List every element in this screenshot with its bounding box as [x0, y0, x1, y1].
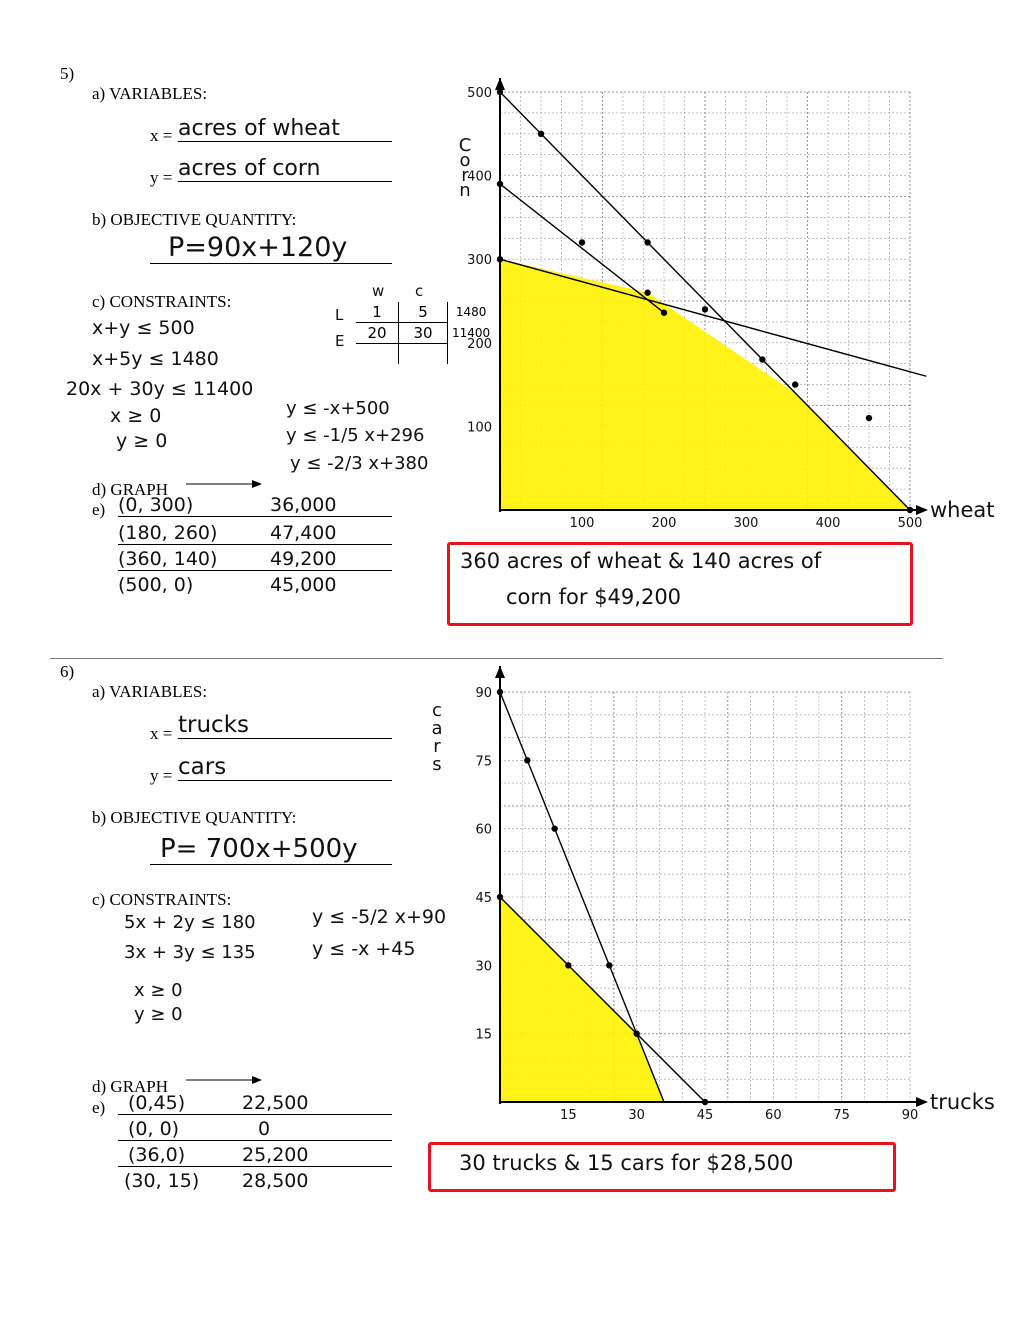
y-tick-label: 15	[475, 1027, 492, 1043]
y-tick-label: 500	[467, 86, 492, 101]
answer-line-2: corn for $49,200	[506, 585, 682, 609]
y-axis-title	[428, 702, 446, 774]
constraint-2: 3x + 3y ≤ 135	[124, 942, 256, 963]
vertex-value: 28,500	[242, 1170, 309, 1192]
x-tick-label: 15	[560, 1108, 577, 1123]
objective-function: P=90x+120y	[150, 232, 392, 264]
x-axis-title: trucks	[930, 1090, 995, 1114]
y-tick-label: 60	[475, 822, 492, 838]
y-tick-label: 90	[475, 686, 492, 701]
vertex-value: 47,400	[270, 522, 337, 544]
constraint-4: y ≥ 0	[134, 1004, 183, 1025]
vertex-point: (180, 260)	[118, 522, 218, 544]
slope-form-2: y ≤ -1/5 x+296	[286, 425, 425, 446]
x-tick-label: 45	[696, 1108, 714, 1123]
constraint-1: 5x + 2y ≤ 180	[124, 912, 256, 933]
graph-wheat-corn	[440, 76, 1010, 536]
x-tick-label: 300	[733, 516, 759, 531]
answer-line-1: 360 acres of wheat & 140 acres of	[460, 549, 822, 573]
plotted-point	[866, 415, 872, 421]
y-axis-letter: o	[459, 150, 471, 171]
vertex-row	[118, 1170, 392, 1192]
vertex-point: (0, 0)	[128, 1118, 180, 1140]
table-cell-l-total: 1480	[455, 305, 487, 320]
plotted-point	[565, 962, 571, 968]
objective-heading: b) OBJECTIVE QUANTITY:	[92, 210, 297, 229]
slope-form-2: y ≤ -x +45	[312, 938, 416, 960]
plotted-point	[538, 131, 544, 137]
constraint-1: x+y ≤ 500	[92, 317, 195, 339]
answer-box	[428, 1142, 896, 1192]
table-cell-l-c: 5	[399, 302, 448, 323]
plotted-point	[579, 239, 585, 245]
answer-box	[447, 542, 913, 626]
plotted-point	[661, 310, 667, 316]
x-tick-label: 500	[897, 516, 923, 531]
constraints-heading: c) CONSTRAINTS:	[92, 890, 232, 909]
slope-form-3: y ≤ -2/3 x+380	[290, 453, 429, 474]
x-tick-label: 400	[815, 516, 841, 531]
x-tick-label: 200	[651, 516, 677, 531]
objective-function: P= 700x+500y	[150, 834, 392, 865]
y-tick-label: 75	[475, 754, 492, 770]
objective-heading: b) OBJECTIVE QUANTITY:	[92, 808, 297, 827]
x-label: x =	[150, 724, 173, 743]
table-cell-e-w: 20	[356, 323, 399, 344]
x-label: x =	[150, 126, 173, 145]
table-row-e: E	[335, 332, 345, 350]
table-col-c: c	[415, 282, 424, 300]
y-axis-arrow-icon	[495, 666, 505, 678]
vertex-value: 36,000	[270, 494, 337, 516]
vertex-row	[118, 522, 392, 545]
x-tick-label: 90	[901, 1108, 919, 1123]
constraint-5: y ≥ 0	[116, 430, 168, 452]
problem-6-number: 6)	[60, 662, 75, 681]
vertex-point: (30, 15)	[124, 1170, 200, 1192]
feasible-region	[500, 897, 664, 1102]
constraint-3: 20x + 30y ≤ 11400	[66, 378, 254, 400]
plotted-point	[644, 289, 650, 295]
vertex-row	[118, 548, 392, 571]
problem-5-number: 5)	[60, 64, 75, 83]
table-cell-e-c: 30	[399, 323, 448, 344]
y-axis-letter: r	[461, 165, 469, 186]
x-tick-label: 100	[569, 516, 595, 531]
vertex-value: 22,500	[242, 1092, 309, 1114]
y-axis-letter: r	[433, 736, 441, 757]
vertex-row	[118, 494, 392, 517]
vertex-point: (36,0)	[128, 1144, 186, 1166]
variables-heading: a) VARIABLES:	[92, 84, 208, 103]
plotted-point	[524, 757, 530, 763]
x-axis-title: wheat	[930, 498, 995, 522]
problem-divider	[50, 658, 943, 659]
y-tick-label: 200	[467, 336, 492, 352]
vertex-point: (0, 300)	[118, 494, 194, 516]
constraint-4: x ≥ 0	[110, 405, 162, 427]
graph-arrow-icon	[186, 478, 262, 490]
y-tick-label: 400	[467, 169, 492, 185]
vertex-row	[118, 1118, 392, 1141]
constraint-3: x ≥ 0	[134, 980, 183, 1001]
table-cell-e-total: 11400	[452, 326, 491, 340]
x-tick-label: 30	[628, 1108, 645, 1123]
vertex-row	[118, 574, 392, 596]
vertex-point: (0,45)	[128, 1092, 186, 1114]
vertex-point: (360, 140)	[118, 548, 218, 570]
plotted-point	[792, 381, 798, 387]
points-label: e)	[92, 500, 106, 519]
y-tick-label: 45	[475, 891, 492, 906]
x-variable-value: trucks	[178, 712, 392, 739]
y-axis-letter: c	[432, 700, 442, 721]
y-label: y =	[150, 766, 173, 785]
slope-form-1: y ≤ -5/2 x+90	[312, 906, 447, 928]
vertex-row	[118, 1144, 392, 1167]
graph-label: d) GRAPH	[92, 480, 169, 499]
graph-trucks-cars	[440, 664, 1010, 1124]
plotted-point	[644, 239, 650, 245]
vertex-value: 49,200	[270, 548, 337, 570]
y-tick-label: 30	[475, 959, 492, 975]
y-axis-arrow-icon	[495, 78, 505, 90]
variables-heading: a) VARIABLES:	[92, 682, 208, 701]
x-tick-label: 75	[833, 1108, 850, 1123]
plotted-point	[702, 306, 708, 312]
y-axis-letter: C	[458, 135, 472, 156]
y-variable-value: acres of corn	[178, 156, 392, 182]
y-label: y =	[150, 168, 173, 187]
constraints-heading: c) CONSTRAINTS:	[92, 292, 232, 311]
slope-form-1: y ≤ -x+500	[286, 398, 390, 419]
x-variable-value: acres of wheat	[178, 116, 392, 142]
table-row-l: L	[335, 306, 344, 324]
y-axis-letter: n	[459, 180, 471, 201]
table-cell-l-w: 1	[356, 302, 399, 323]
plotted-point	[759, 356, 765, 362]
points-label: e)	[92, 1098, 106, 1117]
y-axis-letter: s	[432, 754, 442, 775]
x-tick-label: 60	[765, 1108, 782, 1123]
vertex-point: (500, 0)	[118, 574, 194, 596]
graph-arrow-icon	[186, 1074, 262, 1086]
constraint-2: x+5y ≤ 1480	[92, 348, 219, 370]
vertex-value: 45,000	[270, 574, 337, 596]
x-axis-arrow-icon	[916, 505, 928, 515]
table-col-w: w	[372, 282, 385, 300]
plotted-point	[551, 825, 557, 831]
y-variable-value: cars	[178, 754, 392, 781]
y-tick-label: 300	[467, 253, 492, 269]
vertex-value: 25,200	[242, 1144, 309, 1166]
vertex-row	[118, 1092, 392, 1115]
y-tick-label: 100	[467, 420, 492, 436]
graph-label: d) GRAPH	[92, 1077, 169, 1096]
plotted-point	[606, 962, 612, 968]
y-axis-title	[458, 135, 472, 201]
answer-text: 30 trucks & 15 cars for $28,500	[459, 1151, 794, 1175]
y-axis-letter: a	[431, 718, 443, 739]
vertex-value: 0	[258, 1118, 271, 1140]
x-axis-arrow-icon	[916, 1097, 928, 1107]
